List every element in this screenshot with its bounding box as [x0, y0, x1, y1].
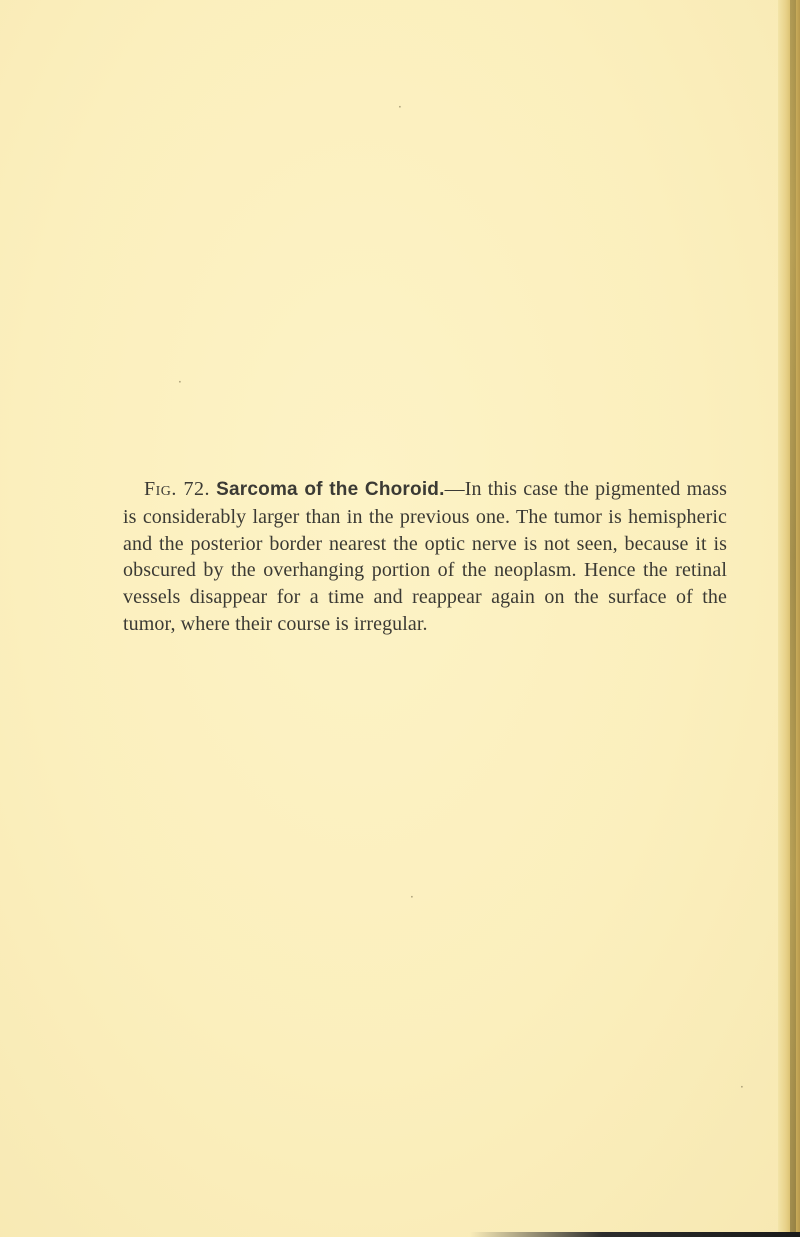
- paper-speck: ·: [740, 1080, 744, 1094]
- bottom-edge-shadow: [470, 1232, 800, 1237]
- figure-caption: [123, 476, 727, 638]
- binding-edge: [790, 0, 796, 1237]
- page-edge-shadow: [778, 0, 800, 1237]
- paper-speck: ·: [398, 100, 402, 114]
- caption-body: —In this case the pigmented mass is considerably larger than in the previous one. The tumor is hemispheric and the posterior border nearest the optic nerve is not seen, because it is obscured by the overhanging portion of the neoplasm. Hence the retinal vessels disappear for a time and reappear again on the surface of the tumor, where their course is irregular.: [123, 478, 727, 635]
- figure-label: Fig. 72.: [144, 478, 210, 500]
- paper-speck: ·: [410, 890, 414, 904]
- figure-title: Sarcoma of the Choroid.: [216, 479, 445, 500]
- paper-speck: ·: [178, 375, 182, 389]
